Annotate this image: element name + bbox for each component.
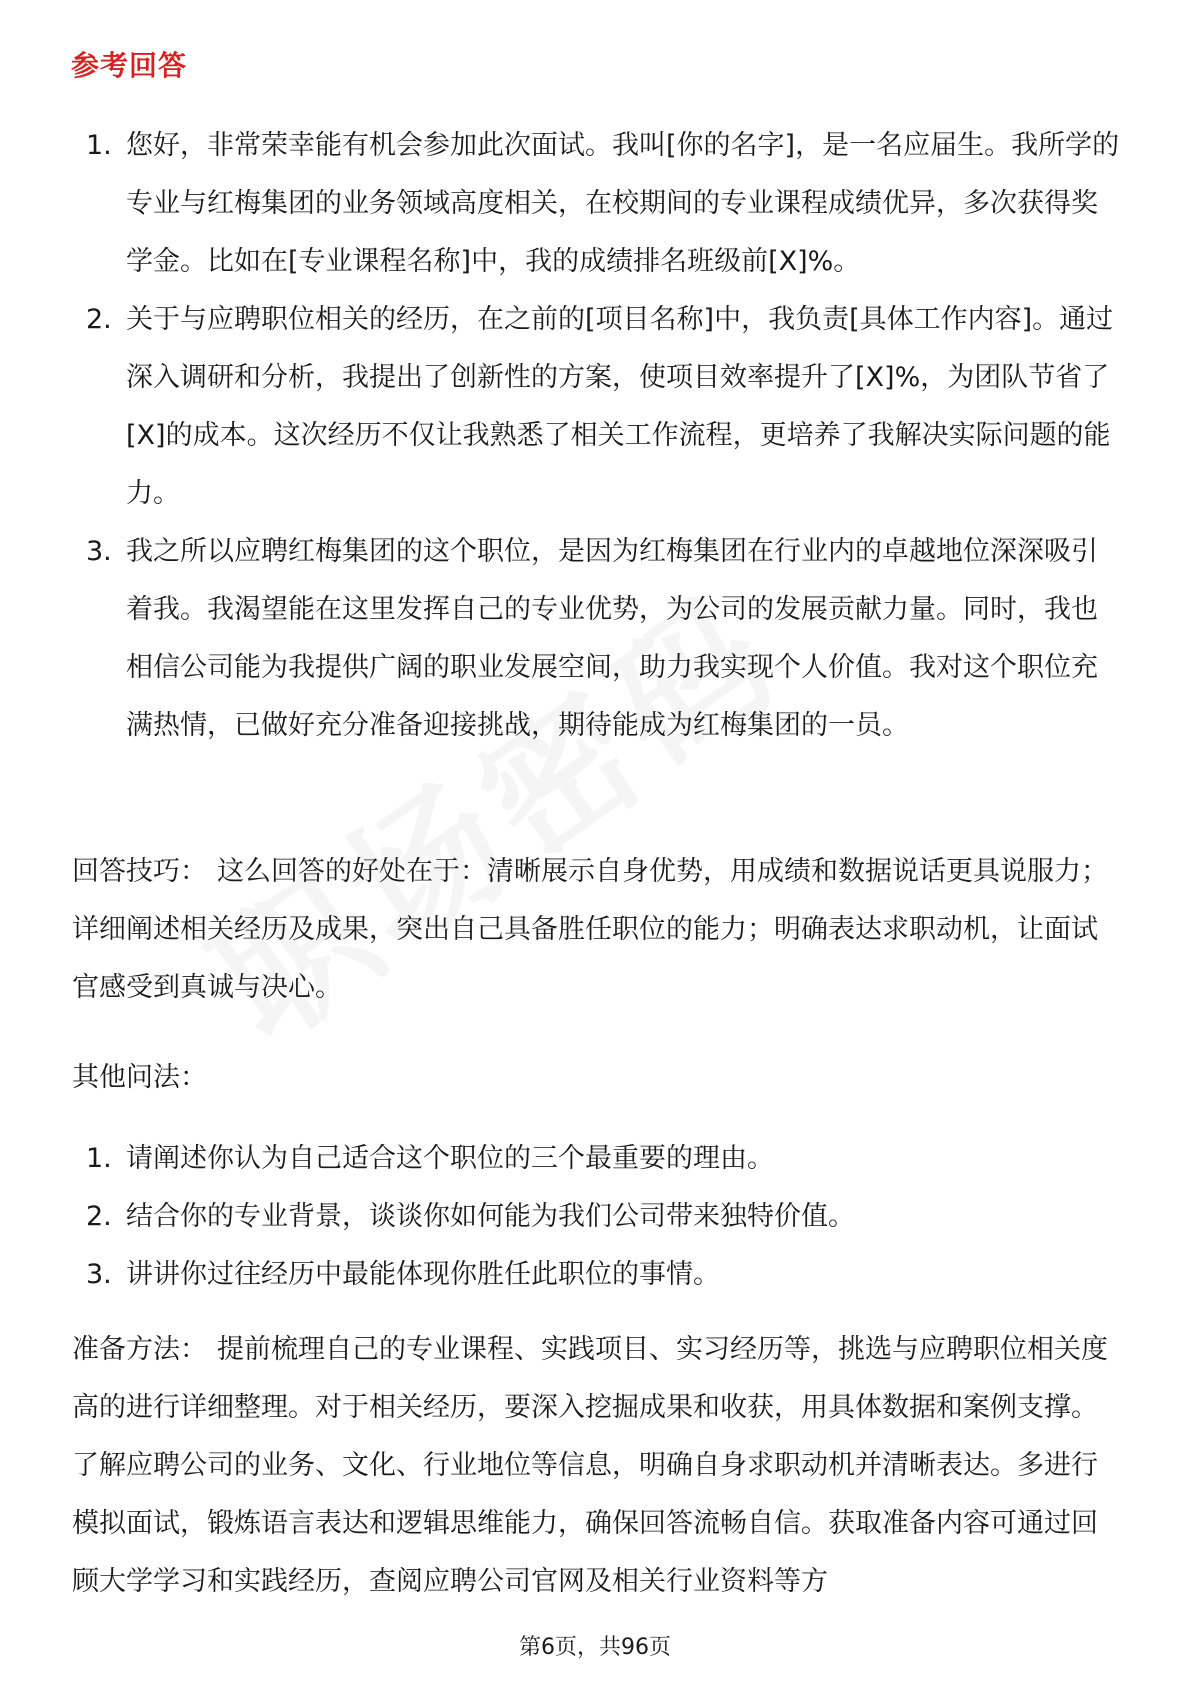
- other-questions-heading: 其他问法：: [72, 1062, 207, 1093]
- other-question-text: 结合你的专业背景，谈谈你如何能为我们公司带来独特价值。: [126, 1201, 855, 1232]
- answer-item: [72, 523, 1122, 755]
- answer-list: [72, 117, 1122, 755]
- section-title: 参考回答: [71, 49, 188, 82]
- other-question-number: 1.: [86, 1143, 112, 1174]
- other-question-item: [72, 1130, 1122, 1188]
- prep-text: 提前梳理自己的专业课程、实践项目、实习经历等，挑选与应聘职位相关度高的进行详细整理。对于相关经历，要深入挖掘成果和收获，用具体数据和案例支撑。了解应聘公司的业务、文化、行业地位等信息，明确自身求职动机并清晰表达。多进行模拟面试，锻炼语言表达和逻辑思维能力，确保回答流畅自信。获取准备内容可通过回顾大学学习和实践经历，查阅应聘公司官网及相关行业资料等方: [72, 1334, 1108, 1597]
- other-question-item: [72, 1246, 1122, 1304]
- tips-label: 回答技巧：: [72, 856, 207, 887]
- other-question-number: 3.: [86, 1259, 112, 1290]
- other-question-item: [72, 1188, 1122, 1246]
- prep-label: 准备方法：: [72, 1334, 207, 1365]
- other-questions-list: [72, 1130, 1122, 1304]
- answer-number: 1.: [86, 130, 112, 161]
- page-number-footer: 第6页，共96页: [519, 1635, 671, 1660]
- other-question-text: 请阐述你认为自己适合这个职位的三个最重要的理由。: [126, 1143, 774, 1174]
- other-question-number: 2.: [86, 1201, 112, 1232]
- answer-item: [72, 291, 1122, 523]
- answer-text: 关于与应聘职位相关的经历，在之前的[项目名称]中，我负责[具体工作内容]。通过深入调研和分析，我提出了创新性的方案，使项目效率提升了[X]%，为团队节省了[X]的成本。这次经历不仅让我熟悉了相关工作流程，更培养了我解决实际问题的能力。: [126, 304, 1114, 509]
- answer-text: 您好，非常荣幸能有机会参加此次面试。我叫[你的名字]，是一名应届生。我所学的专业与红梅集团的业务领域高度相关，在校期间的专业课程成绩优异，多次获得奖学金。比如在[专业课程名称]中，我的成绩排名班级前[X]%。: [126, 130, 1120, 277]
- answer-item: [72, 117, 1122, 291]
- answer-text: 我之所以应聘红梅集团的这个职位，是因为红梅集团在行业内的卓越地位深深吸引着我。我渴望能在这里发挥自己的专业优势，为公司的发展贡献力量。同时，我也相信公司能为我提供广阔的职业发展空间，助力我实现个人价值。我对这个职位充满热情，已做好充分准备迎接挑战，期待能成为红梅集团的一员。: [126, 536, 1098, 741]
- answer-number: 2.: [86, 304, 112, 335]
- preparation-method: [72, 1321, 1122, 1611]
- tips-text: 这么回答的好处在于：清晰展示自身优势，用成绩和数据说话更具说服力；详细阐述相关经历及成果，突出自己具备胜任职位的能力；明确表达求职动机，让面试官感受到真诚与决心。: [72, 856, 1108, 1003]
- answer-number: 3.: [86, 536, 112, 567]
- other-question-text: 讲讲你过往经历中最能体现你胜任此职位的事情。: [126, 1259, 720, 1290]
- answer-tips: [72, 843, 1122, 1017]
